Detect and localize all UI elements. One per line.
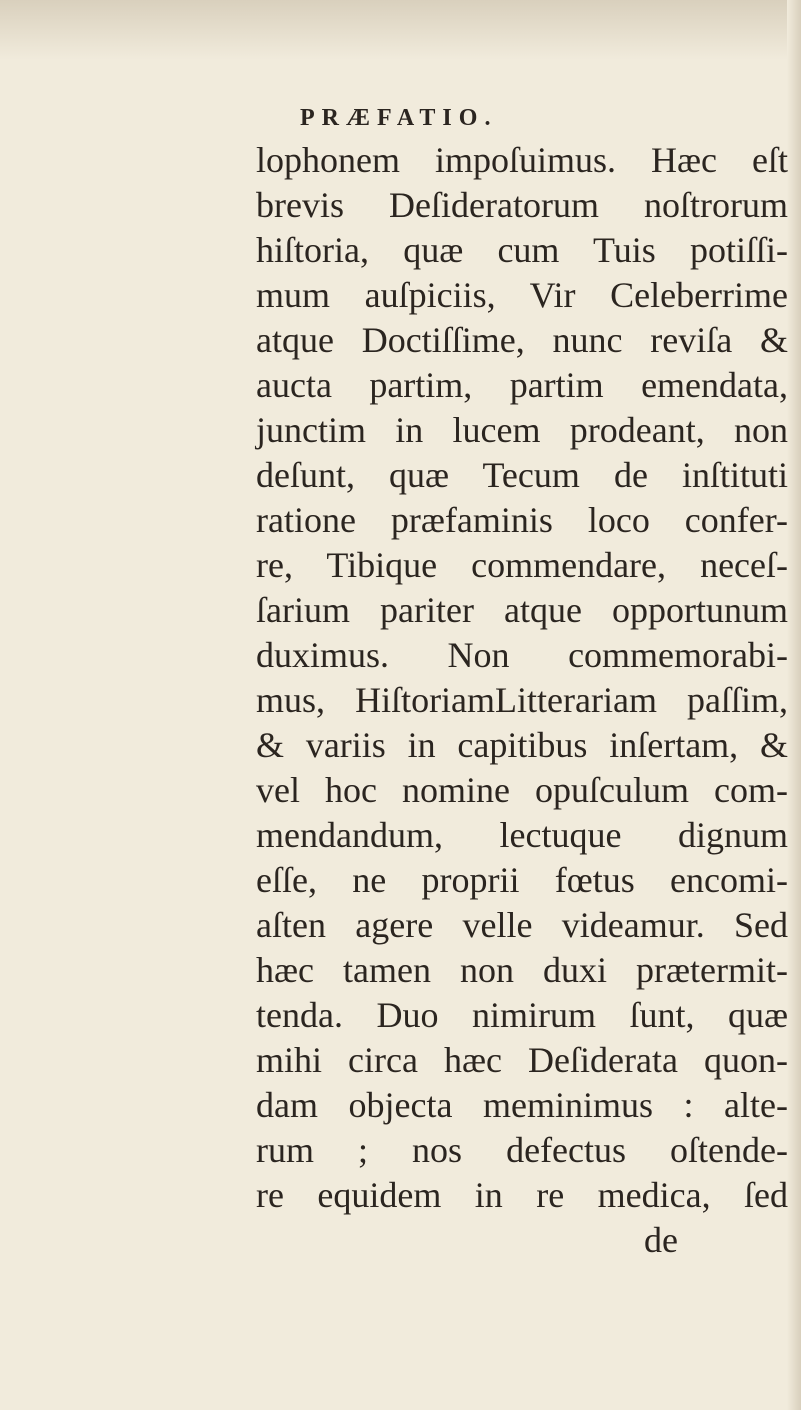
text-line: hæc tamen non duxi prætermit- bbox=[256, 950, 788, 990]
text-line: & variis in capitibus inſertam, & bbox=[256, 725, 788, 765]
text-line: mum auſpiciis, Vir Celeberrime bbox=[256, 275, 788, 315]
page-right-edge bbox=[787, 0, 801, 1410]
text-line: vel hoc nomine opuſculum com- bbox=[256, 770, 788, 810]
text-line: brevis Deſideratorum noſtrorum bbox=[256, 185, 788, 225]
text-line: tenda. Duo nimirum ſunt, quæ bbox=[256, 995, 788, 1035]
text-line: ſarium pariter atque opportunum bbox=[256, 590, 788, 630]
text-line: aucta partim, partim emendata, bbox=[256, 365, 788, 405]
running-heading: PRÆFATIO. bbox=[300, 105, 498, 131]
text-line: dam objecta meminimus : alte- bbox=[256, 1085, 788, 1125]
text-line: hiſtoria, quæ cum Tuis potiſſi- bbox=[256, 230, 788, 270]
text-line: junctim in lucem prodeant, non bbox=[256, 410, 788, 450]
text-line: re equidem in re medica, ſed bbox=[256, 1175, 788, 1215]
text-line: lophonem impoſuimus. Hæc eſt bbox=[256, 140, 788, 180]
text-line: ratione præfaminis loco confer- bbox=[256, 500, 788, 540]
text-block bbox=[256, 138, 788, 1263]
text-line: duximus. Non commemorabi- bbox=[256, 635, 788, 675]
text-line: eſſe, ne proprii fœtus encomi- bbox=[256, 860, 788, 900]
text-line: aſten agere velle videamur. Sed bbox=[256, 905, 788, 945]
text-line: re, Tibique commendare, neceſ- bbox=[256, 545, 788, 585]
text-line: mihi circa hæc Deſiderata quon- bbox=[256, 1040, 788, 1080]
text-line: rum ; nos defectus oſtende- bbox=[256, 1130, 788, 1170]
text-line: mendandum, lectuque dignum bbox=[256, 815, 788, 855]
text-line: mus, HiſtoriamLitterariam paſſim, bbox=[256, 680, 788, 720]
text-line: deſunt, quæ Tecum de inſtituti bbox=[256, 455, 788, 495]
text-line: atque Doctiſſime, nunc reviſa & bbox=[256, 320, 788, 360]
catchword: de bbox=[644, 1220, 678, 1260]
page-top-edge bbox=[0, 0, 801, 60]
